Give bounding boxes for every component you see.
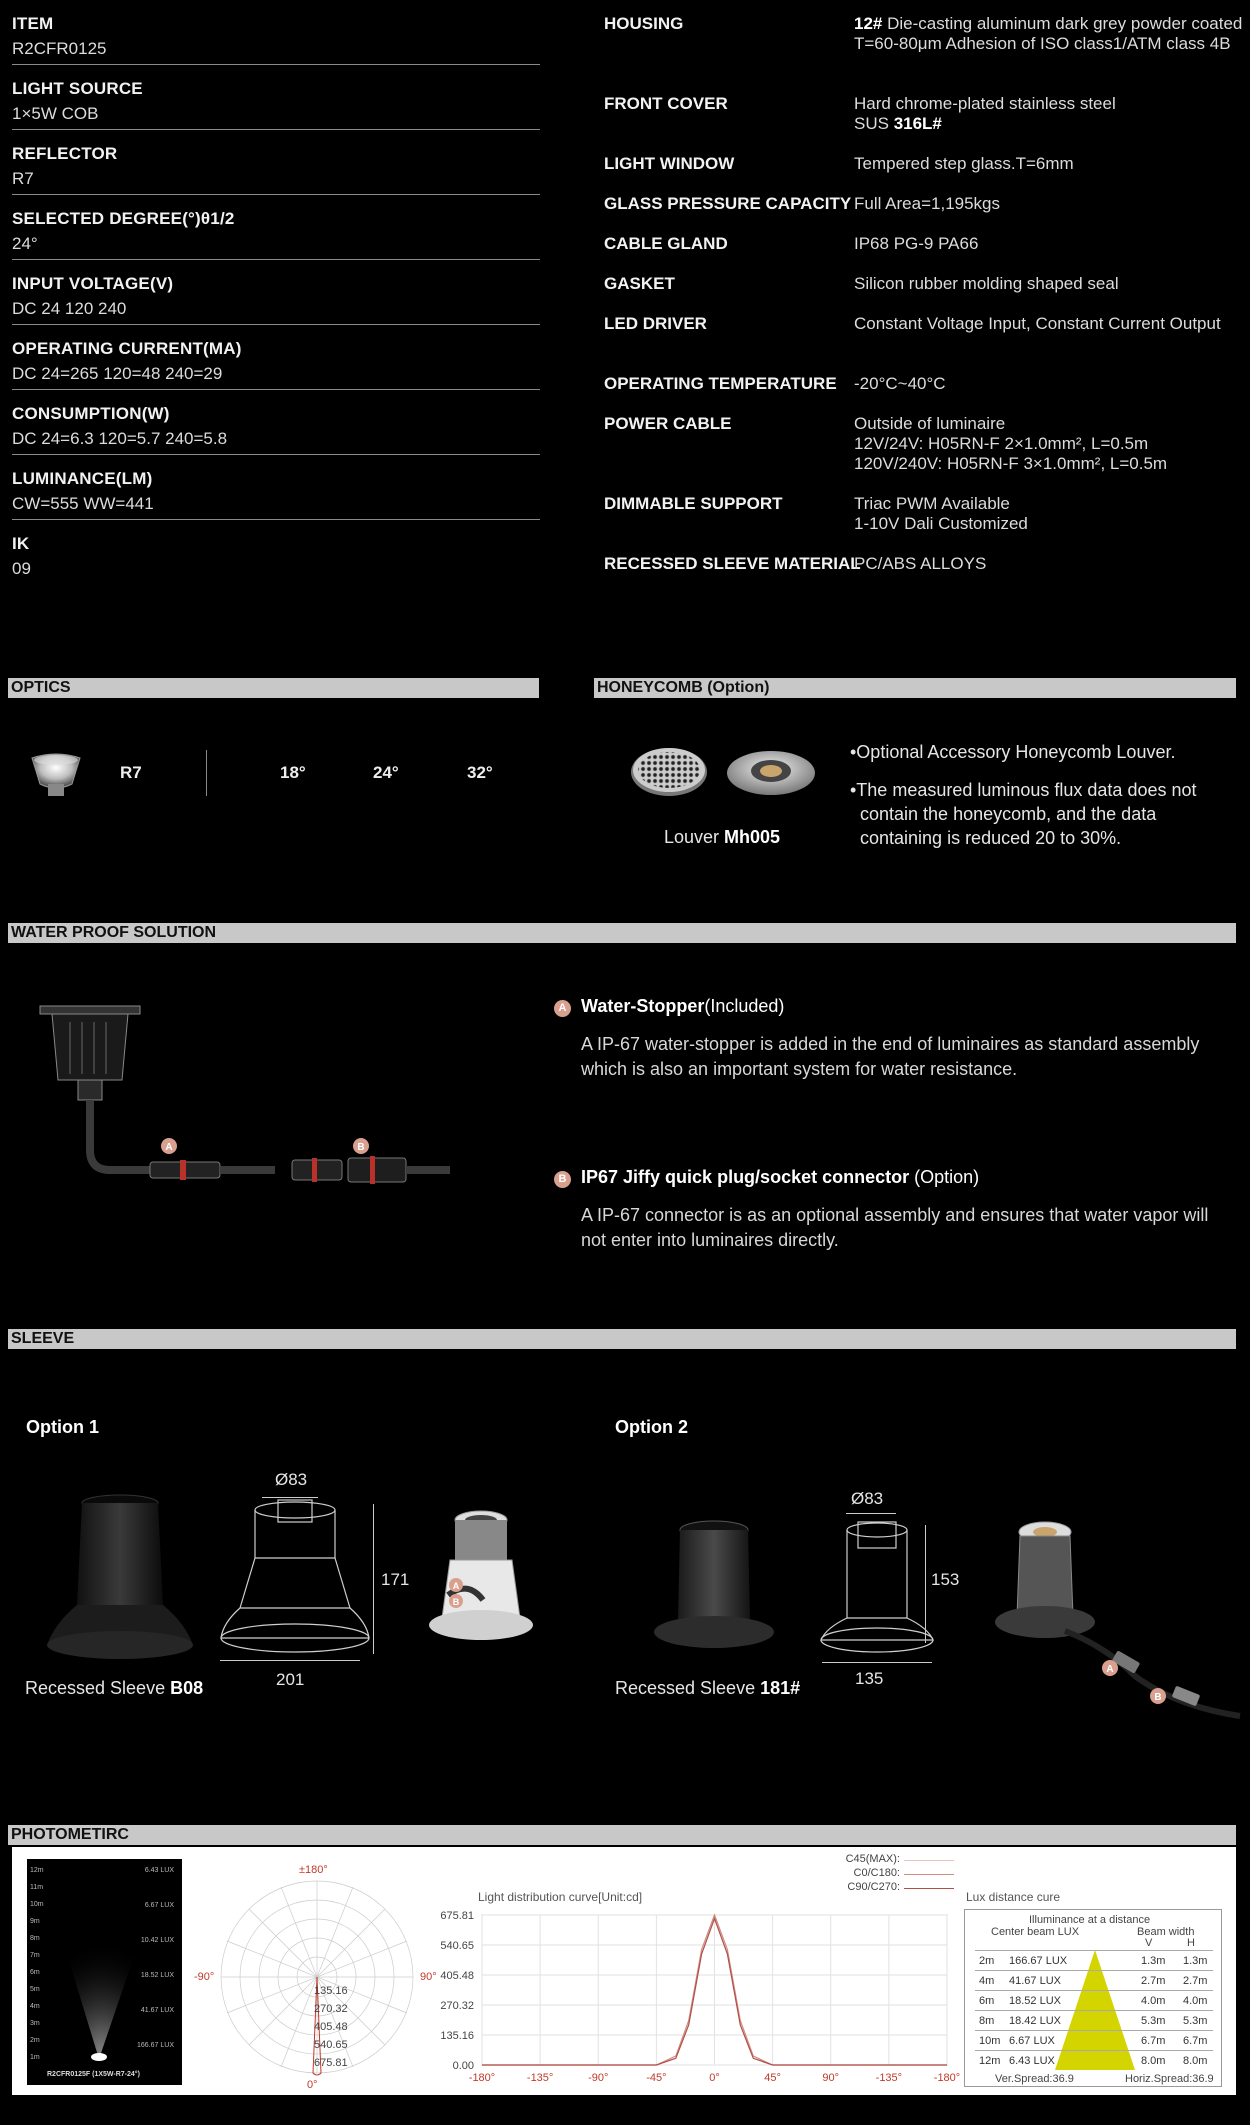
chart-ytick-label: 675.81 bbox=[440, 1910, 474, 1922]
legend-c0-swatch bbox=[904, 1874, 954, 1875]
polar-bottom-label: 0° bbox=[307, 2079, 318, 2091]
louver-fixture-icon bbox=[726, 745, 816, 797]
lux-row bbox=[975, 1970, 1213, 1990]
polar-ring-3: 405.48 bbox=[314, 2021, 348, 2033]
chart-xtick-label: -180° bbox=[468, 2072, 496, 2084]
chart-xtick-label: -135° bbox=[875, 2072, 903, 2084]
lux-cell-h: 5.3m bbox=[1183, 2015, 1208, 2027]
section-bar-photometric: PHOTOMETIRC bbox=[8, 1825, 1236, 1845]
spec-label: LUMINANCE(LM) bbox=[12, 469, 153, 488]
legend-c90: C90/C270: bbox=[847, 1881, 900, 1893]
lux-cell-lux: 18.52 LUX bbox=[1009, 1995, 1061, 2007]
sleeve-b08-width: 201 bbox=[276, 1670, 305, 1689]
distribution-chart bbox=[417, 1905, 961, 2095]
spec-row bbox=[12, 130, 540, 195]
lux-cell-lux: 6.67 LUX bbox=[1009, 2035, 1055, 2047]
lux-cell-h: 6.7m bbox=[1183, 2035, 1208, 2047]
lux-cell-h: 1.3m bbox=[1183, 1955, 1208, 1967]
lux-header-beam: Beam width bbox=[1137, 1926, 1195, 1938]
sleeve-b08-model: B08 bbox=[170, 1678, 204, 1698]
lux-footer-ver: Ver.Spread:36.9 bbox=[995, 2073, 1074, 2085]
polar-ring-4: 540.65 bbox=[314, 2039, 348, 2051]
sleeve-b08-caption-prefix: Recessed Sleeve bbox=[25, 1678, 171, 1698]
spec-value: Outside of luminaire 12V/24V: H05RN-F 2×1.0mm², L=0.5m 120V/240V: H05RN-F 3×1.0mm², L=0.5m bbox=[854, 414, 1168, 473]
polar-ring-1: 135.16 bbox=[314, 1985, 348, 1997]
cone-y-label: 12m bbox=[30, 1867, 44, 1874]
spec-value: 24° bbox=[12, 234, 38, 253]
svg-text:B: B bbox=[452, 1597, 460, 1607]
spec-row bbox=[12, 520, 540, 585]
connector-name: IP67 Jiffy quick plug/socket connector bbox=[581, 1167, 910, 1187]
polar-ring-2: 270.32 bbox=[314, 2003, 348, 2015]
lux-cell-v: 2.7m bbox=[1141, 1975, 1166, 1987]
spec-value: DC 24 120 240 bbox=[12, 299, 127, 318]
lux-header-v: V bbox=[1145, 1937, 1153, 1949]
louver-caption-prefix: Louver bbox=[664, 827, 725, 847]
optics-divider bbox=[206, 750, 207, 796]
dim-line-diameter-2 bbox=[846, 1513, 896, 1514]
lux-cell-h: 2.7m bbox=[1183, 1975, 1208, 1987]
spec-value: Triac PWM Available 1-10V Dali Customized bbox=[854, 494, 1028, 533]
legend-c0: C0/C180: bbox=[853, 1867, 900, 1879]
lux-cell-d: 4m bbox=[979, 1975, 995, 1987]
connector-suffix: (Option) bbox=[909, 1167, 980, 1187]
sleeve-option2-title: Option 2 bbox=[615, 1417, 688, 1437]
sleeve-b08-diameter: Ø83 bbox=[275, 1470, 308, 1489]
spec-row bbox=[12, 325, 540, 390]
polar-ring-5: 675.81 bbox=[314, 2057, 348, 2069]
waterproof-diagram bbox=[30, 1000, 460, 1200]
cone-y-label: 10m bbox=[30, 1901, 44, 1908]
chart-ytick-label: 0.00 bbox=[452, 2060, 474, 2072]
spec-label: INPUT VOLTAGE(V) bbox=[12, 274, 174, 293]
spec-label: OPERATING CURRENT(MA) bbox=[12, 339, 242, 358]
lux-table bbox=[964, 1909, 1222, 2087]
cone-lux-label: 41.67 LUX bbox=[140, 2007, 174, 2014]
connector-title bbox=[554, 1167, 979, 1188]
spec-label: HOUSING bbox=[604, 14, 684, 33]
spec-value: R2CFR0125 bbox=[12, 39, 107, 58]
honeycomb-louver-icon bbox=[628, 742, 710, 798]
lux-row bbox=[975, 1950, 1213, 1970]
lux-cell-v: 6.7m bbox=[1141, 2035, 1166, 2047]
sleeve-181-width: 135 bbox=[855, 1669, 884, 1688]
sleeve-181-assembly bbox=[995, 1506, 1245, 1756]
spec-value: DC 24=6.3 120=5.7 240=5.8 bbox=[12, 429, 228, 448]
polar-left-label: -90° bbox=[194, 1971, 215, 1983]
cone-lux-label: 6.67 LUX bbox=[144, 1902, 174, 1909]
dim-line-width-2 bbox=[822, 1662, 932, 1663]
polar-right-label: 90° bbox=[420, 1971, 437, 1983]
cone-y-label: 6m bbox=[30, 1969, 40, 1976]
lux-footer-hor: Horiz.Spread:36.9 bbox=[1125, 2073, 1214, 2085]
spec-row bbox=[12, 0, 540, 65]
lux-cell-lux: 18.42 LUX bbox=[1009, 2015, 1061, 2027]
spec-value bbox=[854, 94, 1244, 134]
spec-label: OPERATING TEMPERATURE bbox=[604, 374, 837, 393]
sleeve-b08-assembly bbox=[428, 1500, 534, 1660]
lux-cell-d: 2m bbox=[979, 1955, 995, 1967]
spec-label: RECESSED SLEEVE MATERIAL bbox=[604, 554, 861, 573]
sleeve-181-model: 181# bbox=[760, 1678, 801, 1698]
chart-ytick-label: 270.32 bbox=[440, 2000, 474, 2012]
lux-cell-lux: 6.43 LUX bbox=[1009, 2055, 1055, 2067]
chart-ytick-label: 540.65 bbox=[440, 1940, 474, 1952]
louver-model: Mh005 bbox=[724, 827, 781, 847]
section-bar-optics: OPTICS bbox=[8, 678, 539, 698]
sleeve-b08-caption bbox=[25, 1678, 203, 1699]
optics-reflector-label: R7 bbox=[120, 763, 142, 782]
spec-label: GLASS PRESSURE CAPACITY bbox=[604, 194, 852, 213]
spec-row bbox=[12, 455, 540, 520]
water-stopper-title bbox=[554, 996, 784, 1017]
honeycomb-bullet-1: •Optional Accessory Honeycomb Louver. bbox=[850, 742, 1176, 762]
chart-xtick-label: -45° bbox=[646, 2072, 667, 2084]
optics-angle-24: 24° bbox=[373, 763, 399, 782]
section-bar-sleeve: SLEEVE bbox=[8, 1329, 1236, 1349]
spec-label: DIMMABLE SUPPORT bbox=[604, 494, 783, 513]
cone-caption: R2CFR0125F (1X5W-R7-24°) bbox=[47, 2071, 140, 2078]
connector-desc: A IP-67 connector is as an optional assembly and ensures that water vapor will not enter into luminaires directly. bbox=[581, 1205, 1209, 1250]
chart-ytick-label: 405.48 bbox=[440, 1970, 474, 1982]
spec-value: PC/ABS ALLOYS bbox=[854, 554, 987, 573]
housing-desc: Die-casting aluminum dark grey powder coated T=60-80μm Adhesion of ISO class1/ATM class 4B bbox=[854, 14, 1243, 53]
spec-label: REFLECTOR bbox=[12, 144, 118, 163]
lux-cell-h: 4.0m bbox=[1183, 1995, 1208, 2007]
lux-header-h: H bbox=[1187, 1937, 1195, 1949]
cone-y-label: 9m bbox=[30, 1918, 40, 1925]
svg-text:B: B bbox=[1154, 1692, 1162, 1703]
lux-cell-h: 8.0m bbox=[1183, 2055, 1208, 2067]
cone-y-label: 11m bbox=[30, 1884, 44, 1891]
dim-line-width bbox=[220, 1660, 360, 1661]
lux-row bbox=[975, 2010, 1213, 2030]
lux-cell-d: 10m bbox=[979, 2035, 1001, 2047]
polar-top-label: ±180° bbox=[299, 1864, 328, 1876]
lux-cell-v: 1.3m bbox=[1141, 1955, 1166, 1967]
optics-angle-18: 18° bbox=[280, 763, 306, 782]
cone-y-label: 8m bbox=[30, 1935, 40, 1942]
sleeve-181-icon bbox=[652, 1520, 776, 1660]
spec-value: IP68 PG-9 PA66 bbox=[854, 234, 979, 253]
spec-value: 1×5W COB bbox=[12, 104, 99, 123]
water-stopper-desc: A IP-67 water-stopper is added in the end of luminaires as standard assembly which is also an important system for water resistance. bbox=[581, 1034, 1200, 1079]
spec-value: Full Area=1,195kgs bbox=[854, 194, 1001, 213]
spec-value: -20°C~40°C bbox=[854, 374, 946, 393]
legend-c90-swatch bbox=[904, 1888, 954, 1889]
spec-label: LIGHT WINDOW bbox=[604, 154, 735, 173]
spec-label: LED DRIVER bbox=[604, 314, 707, 333]
lux-cell-lux: 166.67 LUX bbox=[1009, 1955, 1068, 1967]
sleeve-b08-drawing bbox=[218, 1498, 373, 1658]
water-stopper-suffix: (Included) bbox=[704, 996, 785, 1016]
reflector-icon bbox=[28, 752, 84, 802]
lux-cell-d: 6m bbox=[979, 1995, 995, 2007]
section-bar-honeycomb: HONEYCOMB (Option) bbox=[594, 678, 1236, 698]
lux-header-title: Illuminance at a distance bbox=[1029, 1914, 1151, 1926]
lux-header-center: Center beam LUX bbox=[991, 1926, 1080, 1938]
spec-value: Tempered step glass.T=6mm bbox=[854, 154, 1074, 173]
section-bar-waterproof: WATER PROOF SOLUTION bbox=[8, 923, 1236, 943]
cone-y-label: 3m bbox=[30, 2020, 40, 2027]
svg-text:A: A bbox=[1106, 1664, 1114, 1675]
chart-xtick-label: -135° bbox=[526, 2072, 554, 2084]
chart-xtick-label: -180° bbox=[933, 2072, 961, 2084]
spec-value: Constant Voltage Input, Constant Current Output bbox=[854, 314, 1221, 333]
dim-line-height bbox=[373, 1504, 374, 1654]
chart-xtick-label: 45° bbox=[764, 2072, 781, 2084]
sleeve-181-caption bbox=[615, 1678, 800, 1699]
water-stopper-name: Water-Stopper bbox=[581, 996, 705, 1016]
housing-grade: 12# bbox=[854, 14, 883, 33]
beam-cone-image bbox=[27, 1859, 182, 2085]
lux-cell-lux: 41.67 LUX bbox=[1009, 1975, 1061, 1987]
cone-lux-label: 10.42 LUX bbox=[140, 1937, 174, 1944]
lux-title: Lux distance cure bbox=[966, 1890, 1061, 1904]
cone-lux-label: 18.52 LUX bbox=[140, 1972, 174, 1979]
badge-b-icon: B bbox=[554, 1171, 571, 1188]
spec-row bbox=[12, 390, 540, 455]
spec-label: CABLE GLAND bbox=[604, 234, 728, 253]
spec-label: ITEM bbox=[12, 14, 54, 33]
dim-line-diameter bbox=[262, 1497, 318, 1498]
chart-ytick-label: 135.16 bbox=[440, 2030, 474, 2042]
sleeve-option1-title: Option 1 bbox=[26, 1417, 99, 1437]
spec-row bbox=[12, 65, 540, 130]
cone-lux-label: 6.43 LUX bbox=[144, 1867, 174, 1874]
optics-angle-32: 32° bbox=[467, 763, 493, 782]
chart-xtick-label: -90° bbox=[588, 2072, 609, 2084]
lux-cell-v: 4.0m bbox=[1141, 1995, 1166, 2007]
lux-row bbox=[975, 2050, 1213, 2070]
polar-diagram bbox=[194, 1857, 437, 2092]
spec-label: SELECTED DEGREE(°)θ1/2 bbox=[12, 209, 235, 228]
spec-label: POWER CABLE bbox=[604, 414, 732, 433]
svg-text:B: B bbox=[357, 1142, 365, 1153]
svg-text:A: A bbox=[165, 1142, 173, 1153]
spec-row bbox=[12, 260, 540, 325]
sleeve-b08-height: 171 bbox=[381, 1570, 410, 1589]
cone-y-label: 1m bbox=[30, 2054, 40, 2061]
spec-label: GASKET bbox=[604, 274, 675, 293]
photometric-panel bbox=[12, 1847, 1236, 2095]
lux-row bbox=[975, 2030, 1213, 2050]
cone-y-label: 4m bbox=[30, 2003, 40, 2010]
spec-row bbox=[12, 195, 540, 260]
spec-label: FRONT COVER bbox=[604, 94, 728, 113]
spec-label: IK bbox=[12, 534, 30, 553]
spec-value: R7 bbox=[12, 169, 34, 188]
lux-row bbox=[975, 1990, 1213, 2010]
cone-lux-label: 166.67 LUX bbox=[137, 2042, 174, 2049]
spec-list-left bbox=[12, 0, 540, 585]
sleeve-181-caption-prefix: Recessed Sleeve bbox=[615, 1678, 761, 1698]
spec-label: CONSUMPTION(W) bbox=[12, 404, 170, 423]
lux-cell-d: 12m bbox=[979, 2055, 1001, 2067]
chart-xtick-label: 0° bbox=[709, 2072, 720, 2084]
dim-line-height-2 bbox=[925, 1525, 926, 1643]
sleeve-181-diameter: Ø83 bbox=[851, 1489, 884, 1508]
cone-y-label: 2m bbox=[30, 2037, 40, 2044]
lux-cell-v: 5.3m bbox=[1141, 2015, 1166, 2027]
cone-y-label: 7m bbox=[30, 1952, 40, 1959]
legend-c45: C45(MAX): bbox=[845, 1853, 900, 1865]
lux-cell-d: 8m bbox=[979, 2015, 995, 2027]
sleeve-181-drawing bbox=[818, 1518, 936, 1658]
spec-value: 09 bbox=[12, 559, 31, 578]
spec-value: CW=555 WW=441 bbox=[12, 494, 154, 513]
honeycomb-bullet-2: •The measured luminous flux data does not contain the honeycomb, and the data containing is reduced 20 to 30%. bbox=[850, 780, 1197, 848]
spec-label: LIGHT SOURCE bbox=[12, 79, 143, 98]
louver-caption bbox=[664, 827, 780, 848]
svg-text:A: A bbox=[452, 1581, 460, 1591]
legend-c45-swatch bbox=[904, 1860, 954, 1861]
sleeve-b08-icon bbox=[45, 1495, 195, 1665]
chart-xtick-label: 90° bbox=[822, 2072, 840, 2084]
front-cover-desc: Hard chrome-plated stainless steel SUS bbox=[854, 94, 1116, 133]
lux-cell-v: 8.0m bbox=[1141, 2055, 1166, 2067]
spec-value: Silicon rubber molding shaped seal bbox=[854, 274, 1119, 293]
spec-value bbox=[854, 14, 1244, 54]
sleeve-181-height: 153 bbox=[931, 1570, 960, 1589]
spec-value: DC 24=265 120=48 240=29 bbox=[12, 364, 223, 383]
cone-y-label: 5m bbox=[30, 1986, 40, 1993]
chart-title: Light distribution curve[Unit:cd] bbox=[478, 1890, 643, 1904]
front-cover-grade: 316L# bbox=[893, 114, 942, 133]
badge-a-icon: A bbox=[554, 1000, 571, 1017]
